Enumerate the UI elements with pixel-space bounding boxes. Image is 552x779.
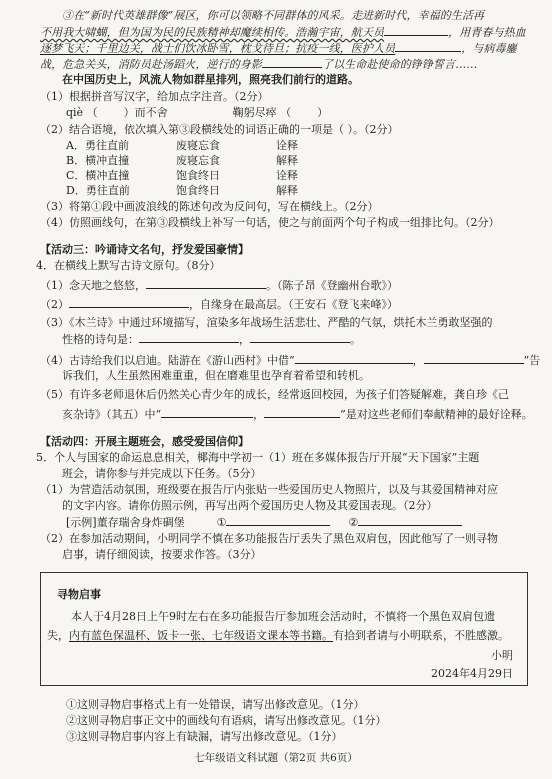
answer-blank[interactable] [69, 296, 189, 308]
wavy-sentence: 不用我大啸蝴，但为国为民的民族精神却魔续相传。浩瀚宇宙，航天员 [40, 26, 385, 39]
lost-item-notice [40, 572, 528, 686]
q1-items [66, 105, 526, 120]
answer-blank[interactable] [358, 514, 462, 526]
passage-line-2 [40, 24, 526, 40]
option-row[interactable]: D．勇往直前 饱食终日 解释 [66, 184, 298, 197]
poem-item-3: （3）《木兰诗》中通过环境描写，渲染多年战场生活悲壮、严酷的气氛，烘托木兰勇敢坚强的 [40, 316, 493, 329]
passage-text: ③在“新时代英雄群像”展区，你可以领略不同群体的风采。走进新时代，幸福的生活再 [62, 9, 485, 22]
sub-1-cont: 的文字内容。请你仿照示例，再写出两个爱国历史人物及其爱国表现。（2分） [62, 499, 438, 512]
task-1: ①这则寻物启事格式上有一处错误，请写出修改意见。（1分） [66, 698, 365, 711]
activity4-title: 【活动四：开展主题班会，感受爱国信仰】 [40, 435, 249, 448]
poem-item-5-cont: 亥杂诗》（其五）中“ ， ”是对这些老师们奉献精神的最好诠释。 [62, 408, 533, 421]
task-2: ②这则寻物启事正文中的画线句有语病，请写出修改意见。（1分） [66, 714, 387, 727]
poem-item-2: （2） ，自缘身在最高层。（王安石《登飞来峰》） [40, 298, 398, 311]
passage-line-1 [62, 8, 526, 23]
page-footer: 七年级语文科试题（第2页 共6页） [194, 752, 358, 764]
answer-blank[interactable] [295, 352, 413, 364]
task-3: ③这则寻物启事内容上有缺漏，请写出修改意见。（1分） [66, 730, 343, 743]
notice-title: 寻物启事 [57, 588, 101, 601]
notice-body-2: 失，内有蓝色保温杯、饭卡一张、七年级语文课本等书籍。有拾到者请与小明联系，不胜感激。 [47, 629, 509, 642]
q2-options [66, 138, 298, 198]
q3-stem: （3）将第①段中画波浪线的陈述句改为反问句，写在横线上。（2分） [40, 200, 379, 213]
option-row[interactable]: A．勇往直前 废寝忘食 诠释 [66, 139, 298, 152]
notice-body-1: 本人于4月28日上午9时左右在多功能报告厅参加班会活动时，不慎将一个黑色双肩包遗 [71, 610, 495, 623]
word: ）而不舍 [123, 106, 168, 119]
passage-line-5 [62, 72, 526, 87]
sub-2-cont: 启事，请仔细阅读，按要求作答。（3分） [62, 548, 262, 561]
passage-text: 战，危急关头，消防员赴汤蹈火，逆行的身影 [40, 58, 262, 71]
poem-item-1: （1）念天地之悠悠， 。（陈子昂《登幽州台歌》） [40, 279, 398, 292]
answer-blank[interactable] [226, 514, 330, 526]
answer-blank[interactable] [264, 406, 340, 418]
answer-blank[interactable] [424, 352, 524, 364]
answer-blank[interactable] [250, 331, 350, 343]
poem-item-4: （4）古诗给我们以启迪。陆游在《游山西村》中借“ ， ”告 [40, 354, 541, 367]
q-5: 5．个人与国家的命运息息相关，椰海中学初一（1）班在多媒体报告厅开展“天下国家”主题 [36, 451, 480, 464]
poem-item-4-cont: 诉我们，人生虽然困难重重，但在磨难里也孕育着希望和转机。 [62, 369, 370, 382]
word: 鞠躬尽瘁 [232, 106, 277, 119]
activity3-title: 【活动三：吟诵诗文名句，抒发爱国豪情】 [40, 243, 249, 256]
option-row[interactable]: B．横冲直撞 废寝忘食 解释 [66, 154, 298, 167]
answer-blank[interactable] [146, 277, 266, 289]
passage-text: 了以生命赴使命的铮铮誓言…… [322, 58, 478, 71]
sub-1: （1）为营造活动氛围，班级要在报告厅内张贴一些爱国历史人物照片，以及与其爱国精神对应 [40, 483, 498, 496]
passage-line-3 [40, 40, 526, 56]
q2-stem: （2）结合语境，依次填入第③段横线处的词语正确的一项是（ ）。（2分） [40, 123, 399, 136]
option-row[interactable]: C．横冲直撞 饱食终日 诠释 [66, 169, 298, 182]
answer-blank[interactable] [262, 56, 322, 68]
notice-date: 2024年4月29日 [431, 667, 513, 680]
passage-line-4 [40, 56, 526, 72]
notice-signature: 小明 [491, 649, 513, 662]
paren: （ [280, 106, 292, 119]
paren: （ [86, 106, 98, 119]
answer-blank[interactable] [139, 331, 239, 343]
q1-stem: （1）根据拼音写汉字，给加点字注音。（2分） [40, 90, 269, 103]
pinyin: qiè [66, 106, 84, 119]
q-4: 4．在横线上默写古诗文原句。（8分） [36, 259, 221, 272]
q4-stem: （4）仿照画线句，在第③段横线上补写一句话，使之与前面两个句子构成一组排比句。（2分） [40, 216, 500, 229]
example-line: [示例]董存瑞舍身炸碉堡 ① ② [66, 514, 526, 530]
poem-item-5: （5）有许多老师退休后仍然关心青少年的成长，经常返回校园，为孩子们答疑解难，龚自珍《己 [40, 388, 509, 401]
q-5-cont: 班会，请你参与并完成以下任务。（5分） [62, 467, 262, 480]
poem-item-3-cont: 性格的诗句是： ， 。 [62, 333, 361, 346]
underlined-sentence: 内有蓝色保温杯、饭卡一张、七年级语文课本等书籍。 [69, 629, 333, 642]
passage-text: ，与病毒鏖 [461, 42, 517, 55]
answer-blank[interactable] [384, 24, 448, 36]
underlined-sentence: 逐梦飞天；千里边关，战士们饮冰卧雪，枕戈待旦；抗疫一线，医护人员 [40, 42, 396, 55]
sub-2: （2）在参加活动期间，小明同学不慎在多功能报告厅丢失了黑色双肩包，因此他写了一则寻物 [40, 532, 498, 545]
answer-blank[interactable] [395, 40, 461, 52]
answer-blank[interactable] [161, 406, 253, 418]
passage-text: ，用青春与热血 [448, 26, 526, 39]
paren: ） [317, 106, 329, 119]
passage-text: 在中国历史上，风流人物如群星排列，照亮我们前行的道路。 [62, 73, 359, 86]
